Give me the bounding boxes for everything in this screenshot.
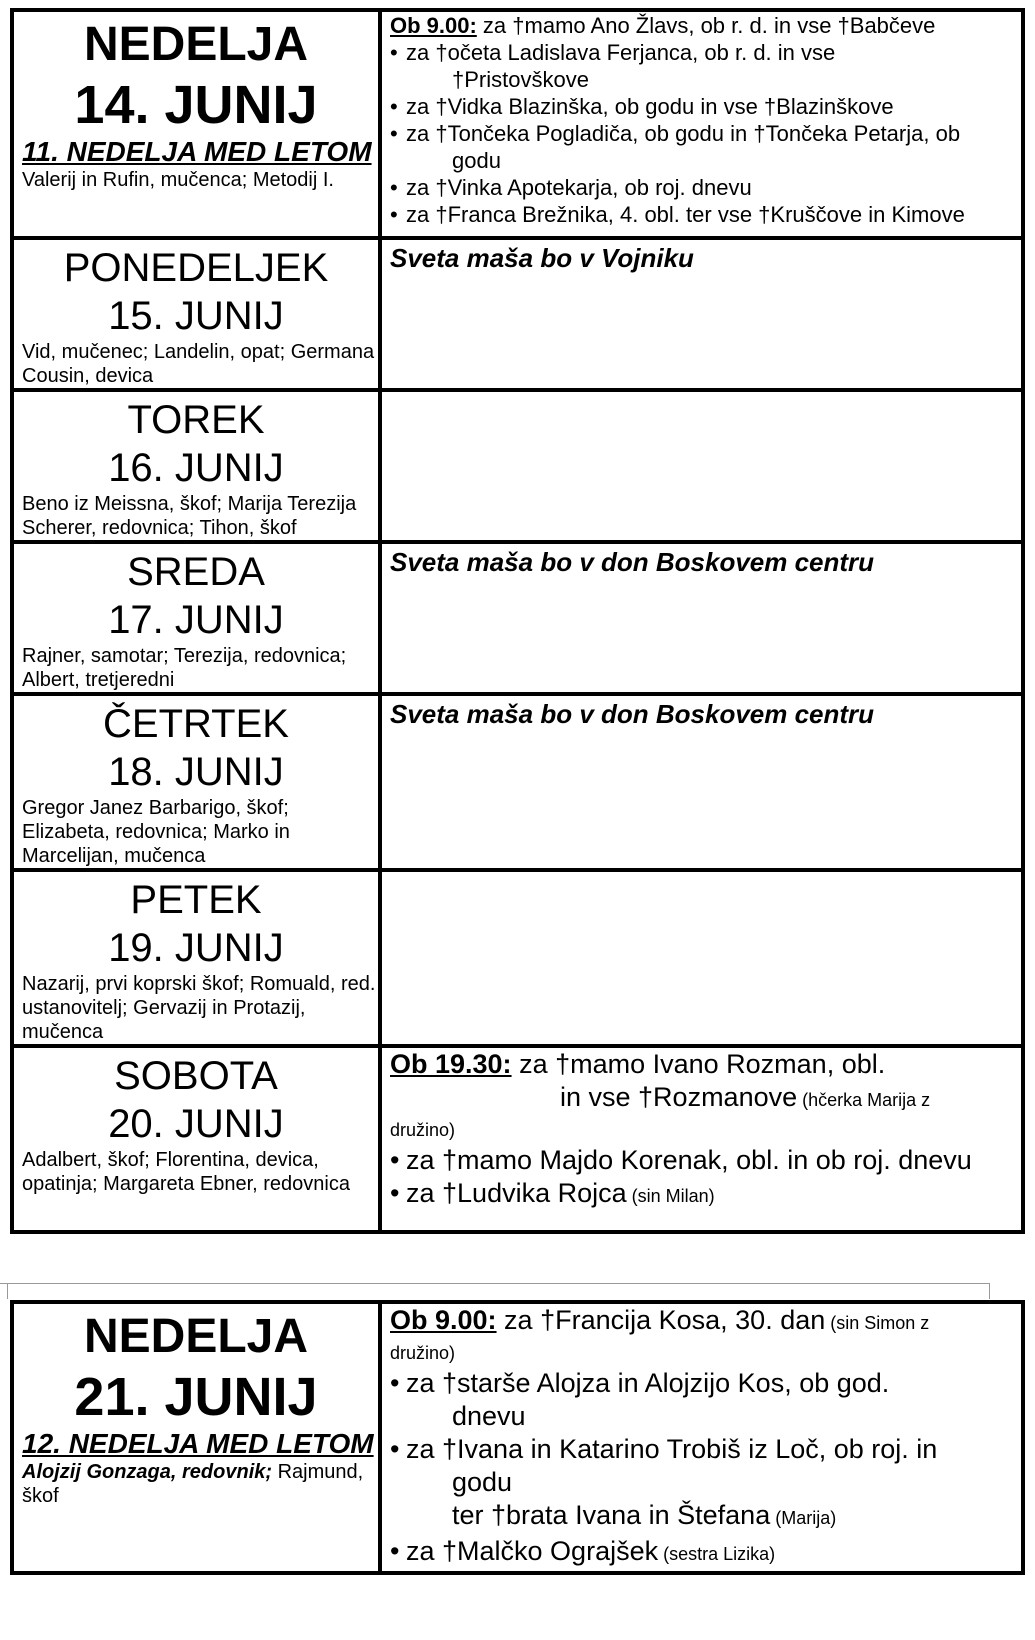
day-date: 16. JUNIJ (108, 446, 284, 490)
saints-text: Vid, mučenec; Landelin, opat; Germana Cousin, devica (22, 341, 375, 387)
day-cell (12, 390, 380, 542)
schedule-table-week1 (10, 8, 1025, 1234)
mass-line: • za †Franca Brežnika, 4. obl. ter vse †Kruščove in Kimove (390, 202, 965, 227)
schedule-table-week2 (10, 1300, 1025, 1575)
bullet-icon: • (390, 1368, 400, 1398)
day-name: SREDA (127, 550, 265, 594)
saints-text: Rajner, samotar; Terezija, redovnica; Albert, tretjeredni (22, 645, 347, 691)
mass-note: Sveta maša bo v don Boskovem centru (390, 547, 875, 577)
mass-line: družino) (390, 1343, 456, 1363)
bullet-icon: • (390, 1178, 400, 1208)
table-row (12, 870, 1023, 1046)
mass-line: Ob 19.30: za †mamo Ivano Rozman, obl. (390, 1049, 886, 1079)
mass-line: • za †starše Alojza in Alojzijo Kos, ob god. (390, 1368, 890, 1398)
bullet-icon: • (390, 202, 398, 227)
table-row (12, 10, 1023, 238)
mass-line: †Pristovškove (452, 67, 589, 92)
mass-note: Sveta maša bo v don Boskovem centru (390, 699, 875, 729)
mass-line: • za †Ludvika Rojca (sin Milan) (390, 1178, 715, 1208)
day-date: 19. JUNIJ (108, 926, 284, 970)
mass-cell (380, 1046, 1023, 1232)
bullet-icon: • (390, 1536, 400, 1566)
mass-hour: Ob 19.30: (390, 1049, 512, 1079)
mass-line: • za †očeta Ladislava Ferjanca, ob r. d. in vse (390, 40, 836, 65)
mass-cell (380, 390, 1023, 542)
bullet-icon: • (390, 40, 398, 65)
mass-cell (380, 1302, 1023, 1573)
mass-line: • za †Ivana in Katarino Trobiš iz Loč, ob roj. in (390, 1434, 938, 1464)
table-row (12, 542, 1023, 694)
day-name: TOREK (127, 398, 265, 442)
mass-line: Ob 9.00: za †Francija Kosa, 30. dan (sin Simon z (390, 1305, 930, 1335)
table-row (12, 1046, 1023, 1232)
bullet-icon: • (390, 175, 398, 200)
day-cell (12, 1302, 380, 1573)
mass-cell (380, 10, 1023, 238)
day-name: PETEK (130, 878, 262, 922)
table-row (12, 1302, 1023, 1573)
day-cell (12, 694, 380, 870)
mass-line: in vse †Rozmanove (hčerka Marija z (560, 1082, 931, 1112)
page-break-tick (7, 1283, 8, 1299)
day-name: SOBOTA (114, 1054, 278, 1098)
day-cell (12, 870, 380, 1046)
mass-line: • za †mamo Majdo Korenak, obl. in ob roj. dnevu (390, 1145, 972, 1175)
mass-cell (380, 238, 1023, 390)
day-name: PONEDELJEK (63, 246, 329, 290)
bullet-icon: • (390, 121, 398, 146)
day-date: 17. JUNIJ (108, 598, 284, 642)
table-row (12, 390, 1023, 542)
page-break-line (0, 1283, 990, 1284)
mass-line: • za †Vidka Blazinška, ob godu in vse †Blazinškove (390, 94, 894, 119)
mass-line: dnevu (452, 1401, 526, 1431)
saints-text: Alojzij Gonzaga, redovnik; Rajmund, škof (22, 1461, 364, 1507)
mass-line: družino) (390, 1120, 456, 1140)
mass-cell (380, 694, 1023, 870)
day-date: 20. JUNIJ (108, 1102, 284, 1146)
day-cell (12, 1046, 380, 1232)
day-name: NEDELJA (83, 1310, 309, 1363)
mass-line: godu (452, 1467, 513, 1497)
mass-line: ter †brata Ivana in Štefana (Marija) (452, 1500, 837, 1530)
mass-note: Sveta maša bo v Vojniku (390, 243, 694, 273)
day-date: 15. JUNIJ (108, 294, 284, 338)
bullet-icon: • (390, 1145, 400, 1175)
day-cell (12, 238, 380, 390)
saints-text: Beno iz Meissna, škof; Marija Terezija Scherer, redovnica; Tihon, škof (22, 493, 357, 539)
saints-text: Adalbert, škof; Florentina, devica, opatinja; Margareta Ebner, redovnica (22, 1149, 350, 1195)
table-row (12, 694, 1023, 870)
mass-line: • za †Vinka Apotekarja, ob roj. dnevu (390, 175, 752, 200)
mass-hour: Ob 9.00: (390, 13, 477, 38)
mass-line: Ob 9.00: za †mamo Ano Žlavs, ob r. d. in vse †Babčeve (390, 13, 936, 38)
day-date: 21. JUNIJ (74, 1367, 318, 1427)
saints-text: Gregor Janez Barbarigo, škof; Elizabeta, redovnica; Marko in Marcelijan, mučenca (22, 797, 290, 867)
bullet-icon: • (390, 94, 398, 119)
page-break-tick (989, 1283, 990, 1299)
day-name: ČETRTEK (103, 702, 289, 746)
mass-line: • za †Malčko Ograjšek (sestra Lizika) (390, 1536, 776, 1566)
day-cell (12, 542, 380, 694)
mass-hour: Ob 9.00: (390, 1305, 497, 1335)
sunday-title: 12. NEDELJA MED LETOM (22, 1428, 374, 1459)
saints-text: Valerij in Rufin, mučenca; Metodij I. (22, 169, 334, 191)
saints-text: Nazarij, prvi koprski škof; Romuald, red. ustanovitelj; Gervazij in Protazij, mučenca (22, 973, 376, 1043)
day-date: 18. JUNIJ (108, 750, 284, 794)
bullet-icon: • (390, 1434, 400, 1464)
mass-line: • za †Tončeka Pogladiča, ob godu in †Tončeka Petarja, ob (390, 121, 961, 146)
day-date: 14. JUNIJ (74, 75, 318, 135)
mass-line: godu (452, 148, 501, 173)
table-row (12, 238, 1023, 390)
sunday-title: 11. NEDELJA MED LETOM (22, 136, 372, 167)
mass-cell (380, 870, 1023, 1046)
day-name: NEDELJA (83, 18, 309, 71)
mass-cell (380, 542, 1023, 694)
day-cell (12, 10, 380, 238)
